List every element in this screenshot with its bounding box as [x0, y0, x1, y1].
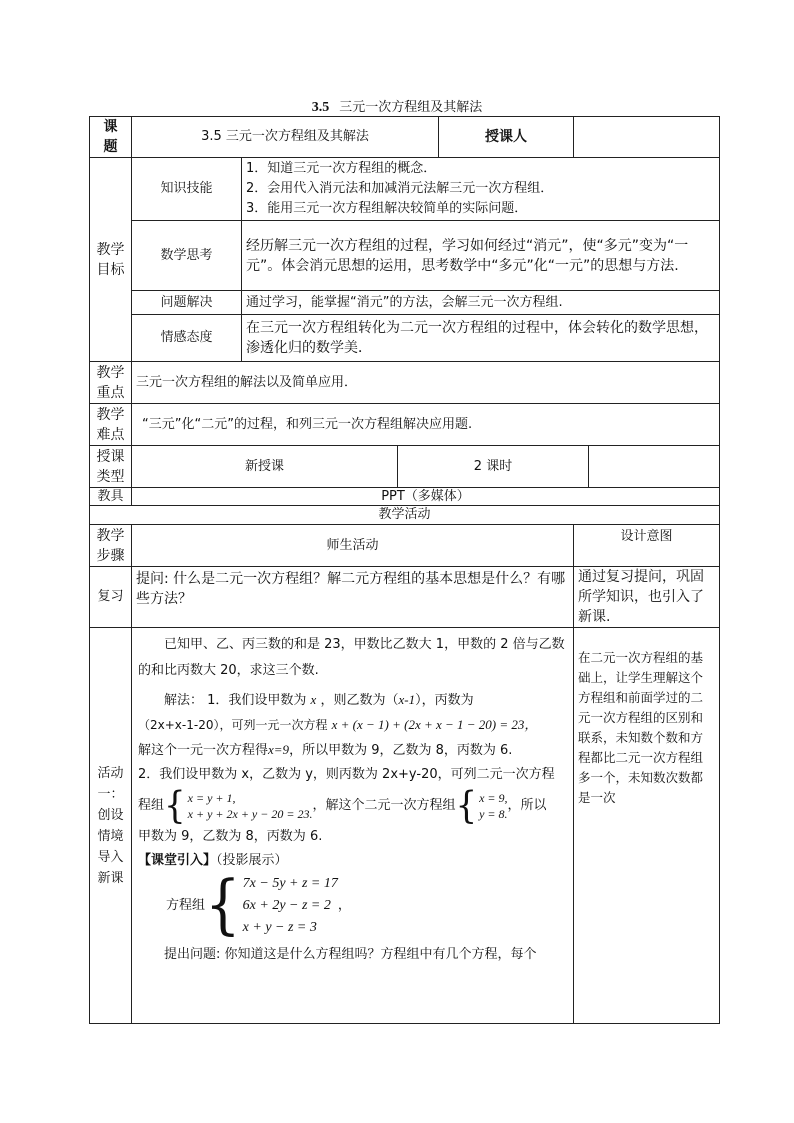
step-label: 教学 步骤 [90, 525, 132, 567]
objective-content: 在三元一次方程组转化为二元一次方程组的过程中，体会转化的数学思想，渗透化归的数学美． [242, 315, 720, 362]
activity-header: 师生活动 [132, 525, 574, 567]
solution1-line2: （2x+x-1-20），可列一元一次方程 x + (x − 1) + (2x + x − 1 − 20) = 23， [138, 717, 538, 732]
equation-system-3: 7x − 5y + z = 17 6x + 2y − z = 2 x + y − z = 3 [242, 876, 338, 935]
solution2-result: 甲数为 9，乙数为 8，丙数为 6. [138, 829, 323, 844]
equation-system-2: x = 9, y = 8. [479, 791, 508, 821]
key-points-label: 教学 重点 [90, 362, 132, 404]
equation-system-1: x = y + 1, x + y + 2x + y − 20 = 23. [187, 791, 313, 821]
objective-content: 1．知道三元一次方程组的概念． 2．会用代入消元法和加减消元法解三元一次方程组． 3．能用三元一次方程组解决较简单的实际问题． [242, 158, 720, 221]
three-var-system: 方程组 { 7x − 5y + z = 17 6x + 2y − z = 2 x + y − z = 3 ， [166, 868, 351, 943]
brace-icon: { [455, 784, 478, 828]
teacher-label: 授课人 [439, 117, 574, 158]
review-label: 复习 [90, 567, 132, 628]
objective-category: 情感态度 [132, 315, 242, 362]
objective-content: 经历解三元一次方程组的过程，学习如何经过“消元”，使“多元”变为“一元”。体会消元思想的运用，思考数学中“多元”化“一元”的思想与方法. [242, 221, 720, 291]
teacher-value [574, 117, 720, 158]
activities-header: 教学活动 [90, 506, 720, 525]
solution1-line3: 解这个一元一次方程得x=9，所以甲数为 9，乙数为 8，丙数为 6. [138, 742, 513, 758]
review-content: 提问: 什么是二元一次方程组？解二元方程组的基本思想是什么？有哪些方法？ [132, 567, 574, 628]
lesson-hours: 2 课时 [398, 446, 589, 488]
objectives-label: 教学 目标 [90, 158, 132, 362]
solution2-line1: 2．我们设甲数为 x，乙数为 y，则丙数为 2x+y-20，可列二元一次方程 [138, 767, 555, 782]
objective-category: 问题解决 [132, 291, 242, 315]
page-title: 3.5 三元一次方程组及其解法 [311, 100, 483, 115]
activity1-intent: 在二元一次方程组的基础上，让学生理解这个方程组和前面学过的二元一次方程组的区别和联系，未知数个数和方程都比二元一次方程组多一个，未知数次数都是一次 [574, 628, 720, 1024]
difficulty-content: “三元”化“二元”的过程，和列三元一次方程组解决应用题. [132, 404, 720, 446]
difficulty-label: 教学 难点 [90, 404, 132, 446]
brace-icon: { [205, 868, 241, 943]
lesson-type-value: 新授课 [132, 446, 398, 488]
activity1-content [132, 628, 574, 1024]
problem-text: 已知甲、乙、丙三数的和是 23，甲数比乙数大 1，甲数的 2 倍与乙数的和比丙数大 20，求这三个数. [138, 637, 565, 678]
brace-icon: { [164, 784, 186, 828]
tools-content: PPT（多媒体） [132, 488, 720, 506]
review-intent: 通过复习提问，巩固所学知识，也引入了新课. [574, 567, 720, 628]
class-intro: 【课堂引入】（投影展示） [138, 853, 288, 868]
question-text: 提出问题: 你知道这是什么方程组吗？方程组中有几个方程，每个 [164, 947, 537, 962]
activity1-label: 活动 一： 创设 情境 导入 新课 [90, 628, 132, 1024]
lesson-type-label: 授课 类型 [90, 446, 132, 488]
tools-label: 教具 [90, 488, 132, 506]
solution2-systems: 程组 { x = y + 1, x + y + 2x + y − 20 = 23. ，解这个二元一次方程组 { x = 9, y = 8. ，所以 [138, 784, 547, 828]
topic-value: 3.5 三元一次方程组及其解法 [132, 117, 439, 158]
topic-label: 课 题 [90, 117, 132, 158]
lesson-extra [589, 446, 720, 488]
key-points-content: 三元一次方程组的解法以及简单应用． [132, 362, 720, 404]
solution1-line1: 解法： 1．我们设甲数为 x ，则乙数为（x-1），丙数为 [164, 692, 474, 708]
objective-content: 通过学习，能掌握“消元”的方法，会解三元一次方程组. [242, 291, 720, 315]
intent-header: 设计意图 [574, 525, 720, 567]
lesson-plan-table [89, 116, 720, 1024]
objective-category: 数学思考 [132, 221, 242, 291]
objective-category: 知识技能 [132, 158, 242, 221]
